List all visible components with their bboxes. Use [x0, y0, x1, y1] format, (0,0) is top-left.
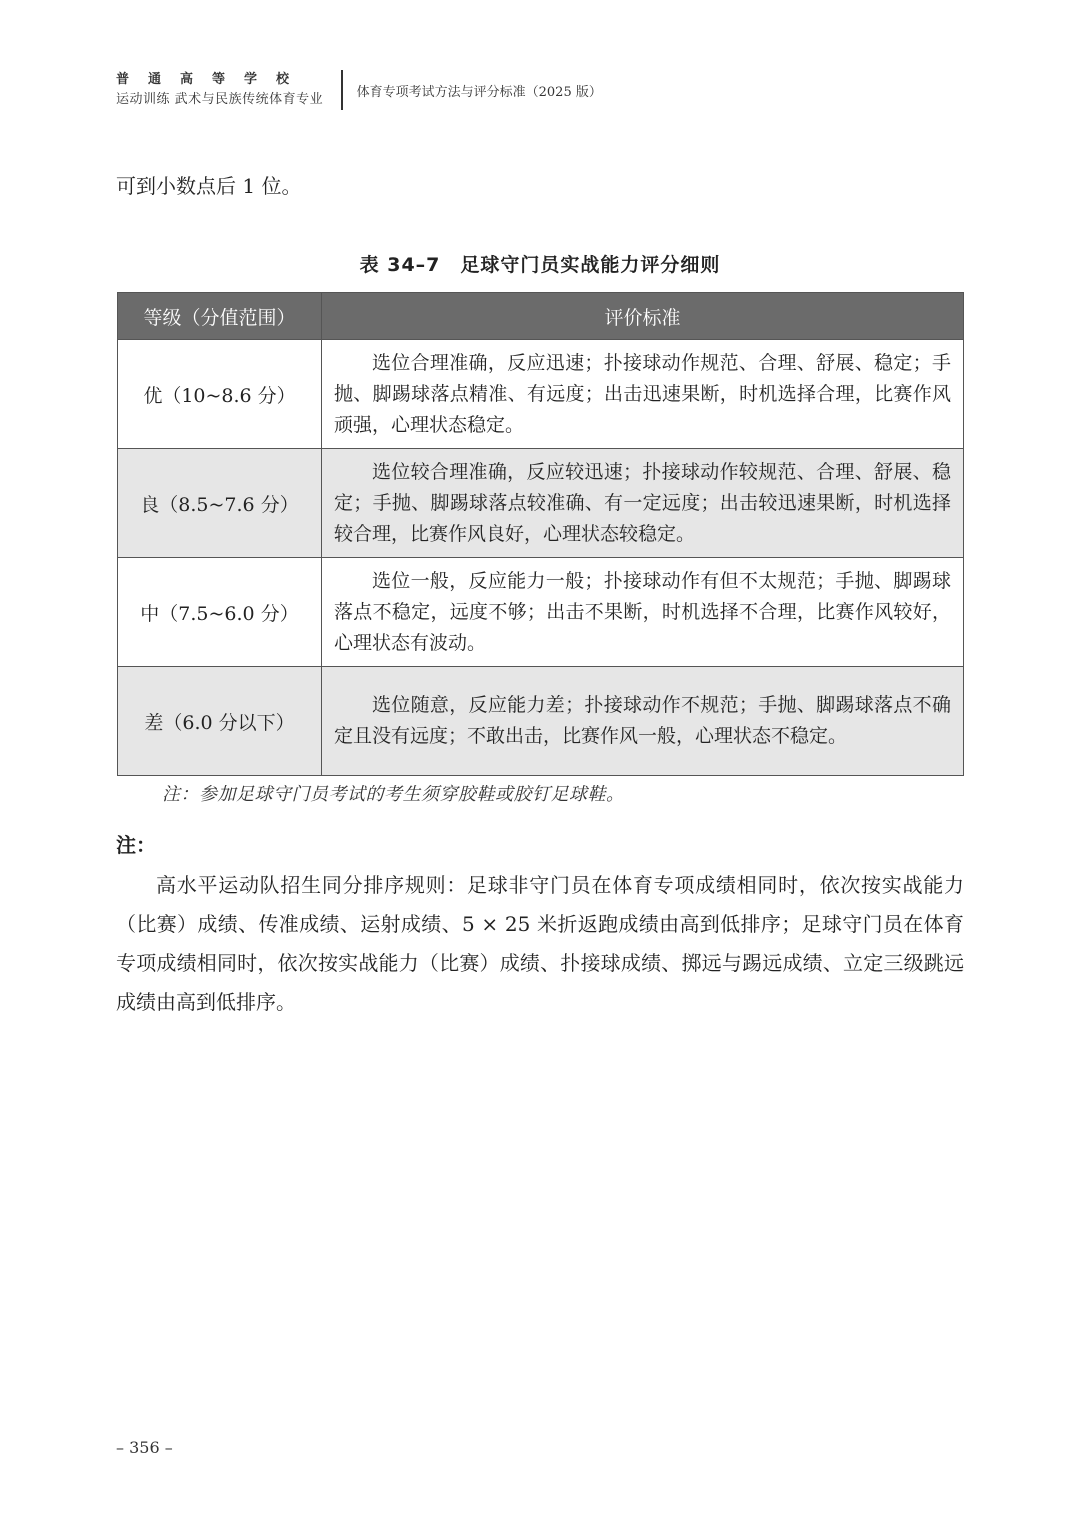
header-series-title: [116, 70, 323, 110]
note-paragraph: 高水平运动队招生同分排序规则：足球非守门员在体育专项成绩相同时，依次按实战能力（比赛）成绩、传准成绩、运射成绩、5 × 25 米折返跑成绩由高到低排序；足球守门员在体育专项成绩相同时，依次按实战能力（比赛）成绩、扑接球成绩、掷远与踢远成绩、立定三级跳远成绩由高到低排序。: [116, 873, 964, 1014]
grade-level: 良（8.5~7.6 分）: [118, 449, 322, 558]
table-row: [118, 449, 964, 558]
grade-criteria: 选位合理准确，反应迅速；扑接球动作规范、合理、舒展、稳定；手抛、脚踢球落点精准、有远度；出击迅速果断，时机选择合理，比赛作风顽强，心理状态稳定。: [322, 340, 964, 449]
header-school-type: 普通高等学校: [116, 72, 309, 87]
table-row: [118, 558, 964, 667]
running-header: [116, 70, 602, 110]
table-title: 表 34–7 足球守门员实战能力评分细则: [359, 254, 721, 276]
note-heading: 注：: [116, 833, 156, 857]
table-row: [118, 667, 964, 776]
column-header-level: 等级（分值范围）: [118, 293, 322, 340]
table-row: [118, 340, 964, 449]
grade-level: 中（7.5~6.0 分）: [118, 558, 322, 667]
table-footnote: 注：参加足球守门员考试的考生须穿胶鞋或胶钉足球鞋。: [162, 784, 625, 805]
grade-criteria: 选位较合理准确，反应较迅速；扑接球动作较规范、合理、舒展、稳定；手抛、脚踢球落点较准确、有一定远度；出击较迅速果断，时机选择较合理，比赛作风良好，心理状态较稳定。: [322, 449, 964, 558]
table-header-row: [118, 293, 964, 340]
grade-level: 差（6.0 分以下）: [118, 667, 322, 776]
header-major: 运动训练 武术与民族传统体育专业: [116, 92, 324, 107]
header-divider: [341, 70, 343, 110]
page-number: – 356 –: [116, 1438, 173, 1457]
column-header-criteria: 评价标准: [322, 293, 964, 340]
header-book-title: 体育专项考试方法与评分标准（2025 版）: [356, 84, 602, 100]
grade-criteria: 选位一般，反应能力一般；扑接球动作有但不太规范；手抛、脚踢球落点不稳定，远度不够；出击不果断，时机选择不合理，比赛作风较好，心理状态有波动。: [322, 558, 964, 667]
scoring-table: [117, 292, 964, 776]
intro-text: 可到小数点后 1 位。: [116, 174, 302, 198]
grade-level: 优（10~8.6 分）: [118, 340, 322, 449]
grade-criteria: 选位随意，反应能力差；扑接球动作不规范；手抛、脚踢球落点不确定且没有远度；不敢出击，比赛作风一般，心理状态不稳定。: [322, 667, 964, 776]
